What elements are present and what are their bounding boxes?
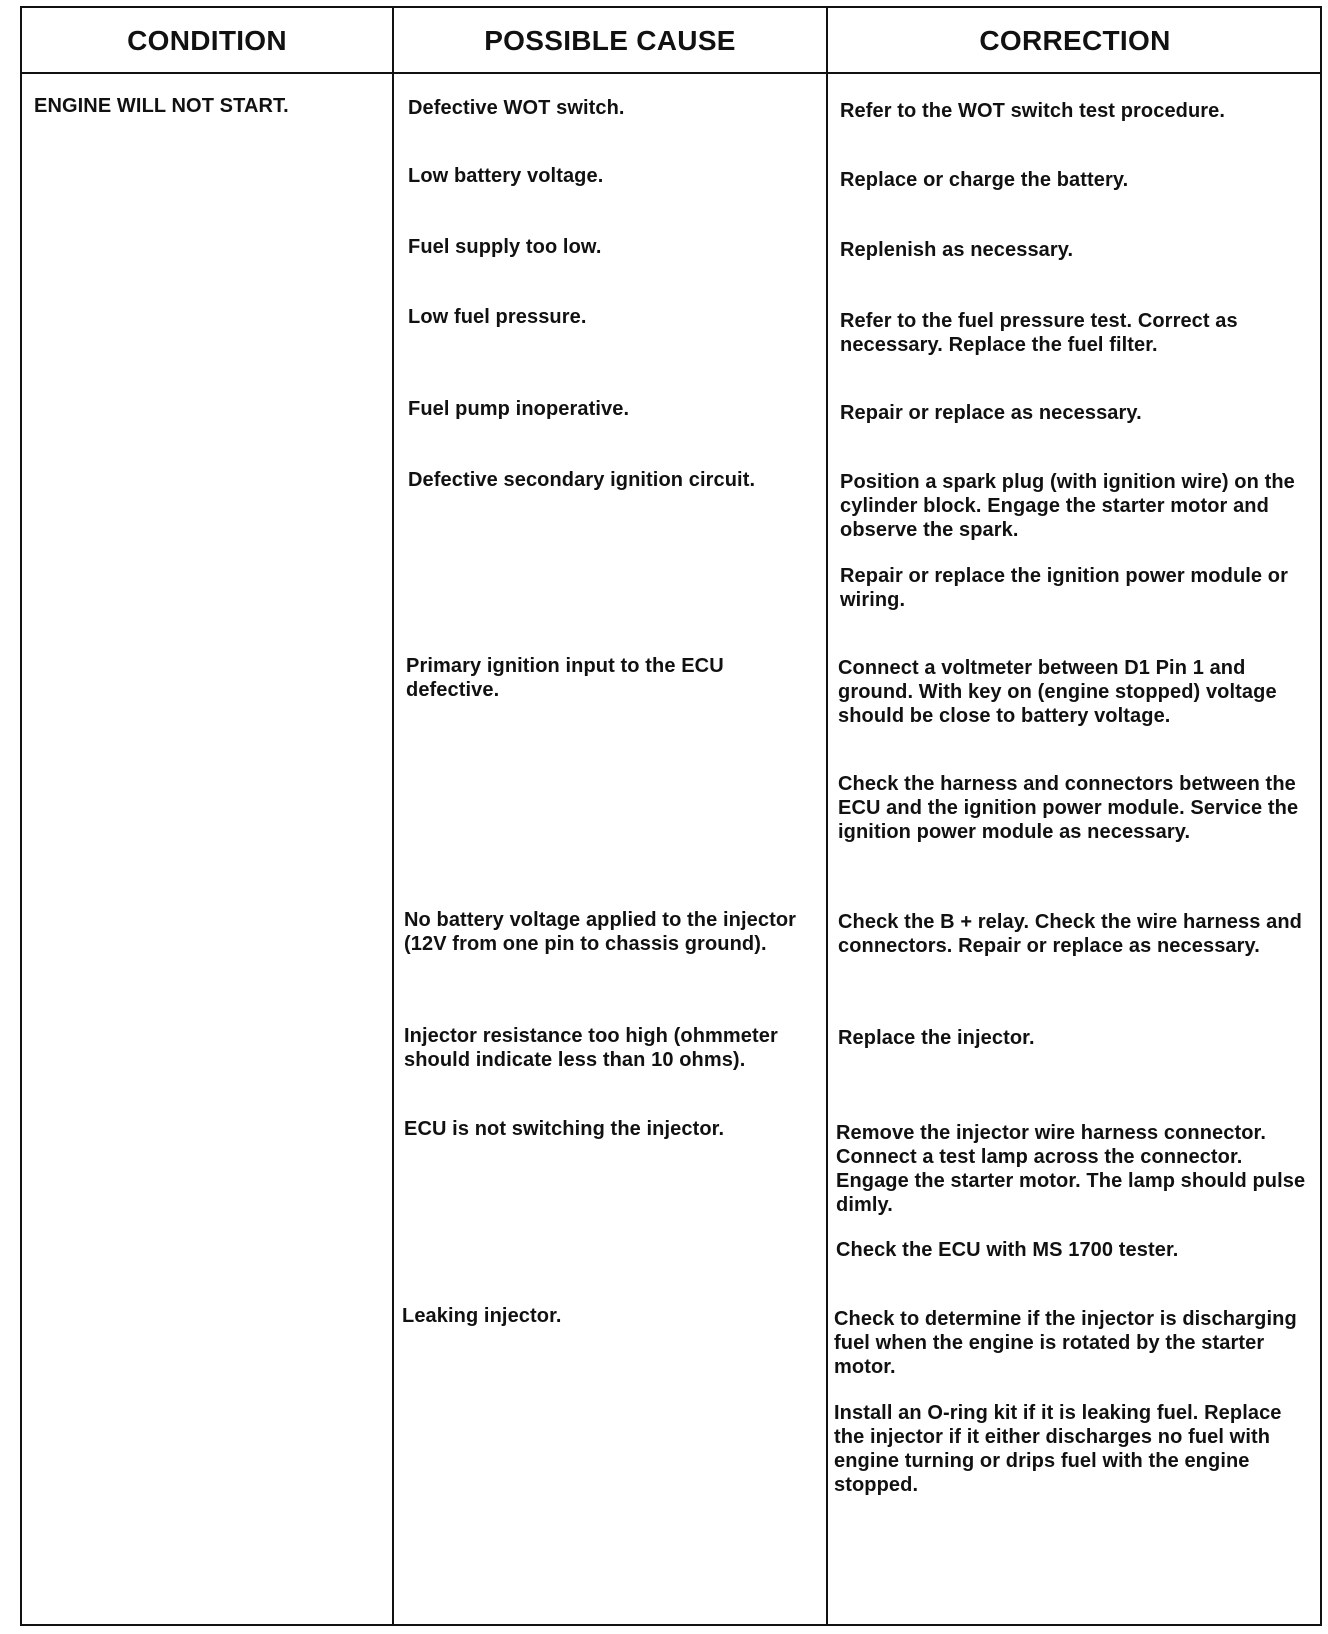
correction-fuel-pressure: Refer to the fuel pressure test. Correct as necessary. Replace the fuel filter. <box>840 310 1238 356</box>
cause-wot-switch: Defective WOT switch. <box>408 97 625 119</box>
cause-injector-resistance: Injector resistance too high (ohmmeter should indicate less than 10 ohms). <box>404 1025 778 1071</box>
cause-battery-voltage: Low battery voltage. <box>408 165 604 187</box>
correction-leaking-injector-2: Install an O-ring kit if it is leaking fuel. Replace the injector if it either discharges no fuel with engine turning or drips fuel with the engine stopped. <box>834 1402 1282 1496</box>
correction-wot-switch: Refer to the WOT switch test procedure. <box>840 100 1226 122</box>
header-possible-cause: POSSIBLE CAUSE <box>484 25 736 56</box>
correction-secondary-ignition-1: Position a spark plug (with ignition wire) on the cylinder block. Engage the starter motor and observe the spark. <box>840 471 1295 541</box>
header-condition: CONDITION <box>127 25 287 56</box>
correction-primary-ignition-2: Check the harness and connectors between the ECU and the ignition power module. Service the ignition power module as necessary. <box>838 773 1299 843</box>
cause-fuel-supply: Fuel supply too low. <box>408 236 602 258</box>
correction-injector-resistance: Replace the injector. <box>838 1027 1035 1049</box>
correction-fuel-supply: Replenish as necessary. <box>840 239 1074 261</box>
column-divider-1 <box>392 8 394 1624</box>
correction-leaking-injector-1: Check to determine if the injector is discharging fuel when the engine is rotated by the starter motor. <box>834 1308 1297 1378</box>
correction-fuel-pump: Repair or replace as necessary. <box>840 402 1142 424</box>
cause-fuel-pressure: Low fuel pressure. <box>408 306 587 328</box>
cause-fuel-pump: Fuel pump inoperative. <box>408 398 630 420</box>
cause-no-battery-voltage: No battery voltage applied to the injector (12V from one pin to chassis ground). <box>404 909 797 955</box>
cause-leaking-injector: Leaking injector. <box>402 1305 562 1327</box>
cause-primary-ignition: Primary ignition input to the ECU defective. <box>406 655 724 701</box>
condition-text: ENGINE WILL NOT START. <box>34 95 289 117</box>
correction-ecu-switching-1: Remove the injector wire harness connector. Connect a test lamp across the connector. Engage the starter motor. The lamp should pulse dimly. <box>836 1122 1306 1216</box>
column-divider-2 <box>826 8 828 1624</box>
correction-ecu-switching-2: Check the ECU with MS 1700 tester. <box>836 1239 1179 1261</box>
troubleshooting-table <box>20 6 1322 1626</box>
correction-secondary-ignition-2: Repair or replace the ignition power module or wiring. <box>840 565 1288 611</box>
correction-primary-ignition-1: Connect a voltmeter between D1 Pin 1 and ground. With key on (engine stopped) voltage should be close to battery voltage. <box>838 657 1277 727</box>
cause-ecu-switching: ECU is not switching the injector. <box>404 1118 725 1140</box>
header-correction: CORRECTION <box>979 25 1171 56</box>
correction-no-battery-voltage: Check the B + relay. Check the wire harness and connectors. Repair or replace as necessary. <box>838 911 1302 957</box>
cause-secondary-ignition: Defective secondary ignition circuit. <box>408 469 756 491</box>
correction-battery-voltage: Replace or charge the battery. <box>840 169 1129 191</box>
